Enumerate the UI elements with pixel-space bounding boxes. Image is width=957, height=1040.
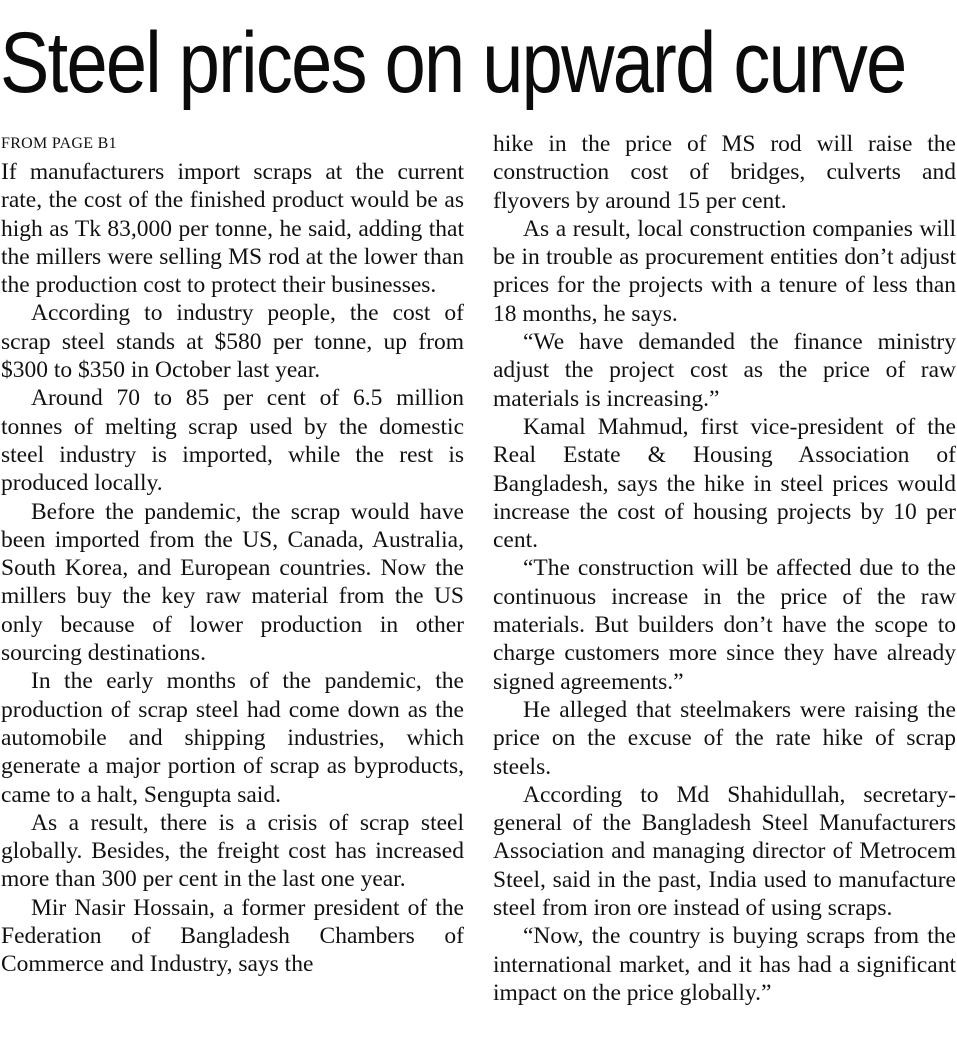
paragraph: “We have demanded the finance ministry adjust the project cost as the price of raw materials is increasing.” [493,329,956,412]
article-column-right [493,130,956,1007]
paragraph: He alleged that steelmakers were raising the price on the excuse of the rate hike of scrap steels. [493,696,956,780]
paragraph: If manufacturers import scraps at the current rate, the cost of the finished product would be as high as Tk 83,000 per tonne, he said, adding that the millers were selling MS rod at the lower than the production cost to protect their businesses. [1,159,464,299]
paragraph: Before the pandemic, the scrap would have been imported from the US, Canada, Australia, South Korea, and European countries. Now the millers buy the key raw material from the US only because of lower production in other sourcing destinations. [1,498,464,667]
paragraph: In the early months of the pandemic, the production of scrap steel had come down as the automobile and shipping industries, which generate a major portion of scrap as byproducts, came to a halt, Sengupta said. [1,668,464,808]
paragraph: Mir Nasir Hossain, a former president of the Federation of Bangladesh Chambers of Commerce and Industry, says the [1,894,464,978]
paragraph: As a result, local construction companies will be in trouble as procurement entities don’t adjust prices for the projects with a tenure of less than 18 months, he says. [493,215,956,327]
headline: Steel prices on upward curve [0,15,906,111]
paragraph: According to industry people, the cost of scrap steel stands at $580 per tonne, up from $300 to $350 in October last year. [1,300,464,384]
paragraph: According to Md Shahidullah, secretary-general of the Bangladesh Steel Manufacturers Association and managing director of Metrocem Steel, said in the past, India used to manufacture steel from iron ore instead of using scraps. [493,781,956,922]
paragraph: “The construction will be affected due to the continuous increase in the price of the raw materials. But builders don’t have the scope to charge customers more since they have already signed agreements.” [493,555,956,695]
article-column-left [1,130,464,979]
paragraph: Around 70 to 85 per cent of 6.5 million tonnes of melting scrap used by the domestic steel industry is imported, while the rest is produced locally. [1,385,464,497]
paragraph: “Now, the country is buying scraps from the international market, and it has had a significant impact on the price globally.” [493,923,956,1006]
paragraph: Kamal Mahmud, first vice-president of the Real Estate & Housing Association of Bangladesh, says the hike in steel prices would increase the cost of housing projects by 10 per cent. [493,413,956,554]
continuation-kicker: FROM PAGE B1 [1,135,117,152]
paragraph: hike in the price of MS rod will raise the construction cost of bridges, culverts and flyovers by around 15 per cent. [493,131,956,214]
paragraph: As a result, there is a crisis of scrap steel globally. Besides, the freight cost has increased more than 300 per cent in the last one year. [1,809,464,893]
